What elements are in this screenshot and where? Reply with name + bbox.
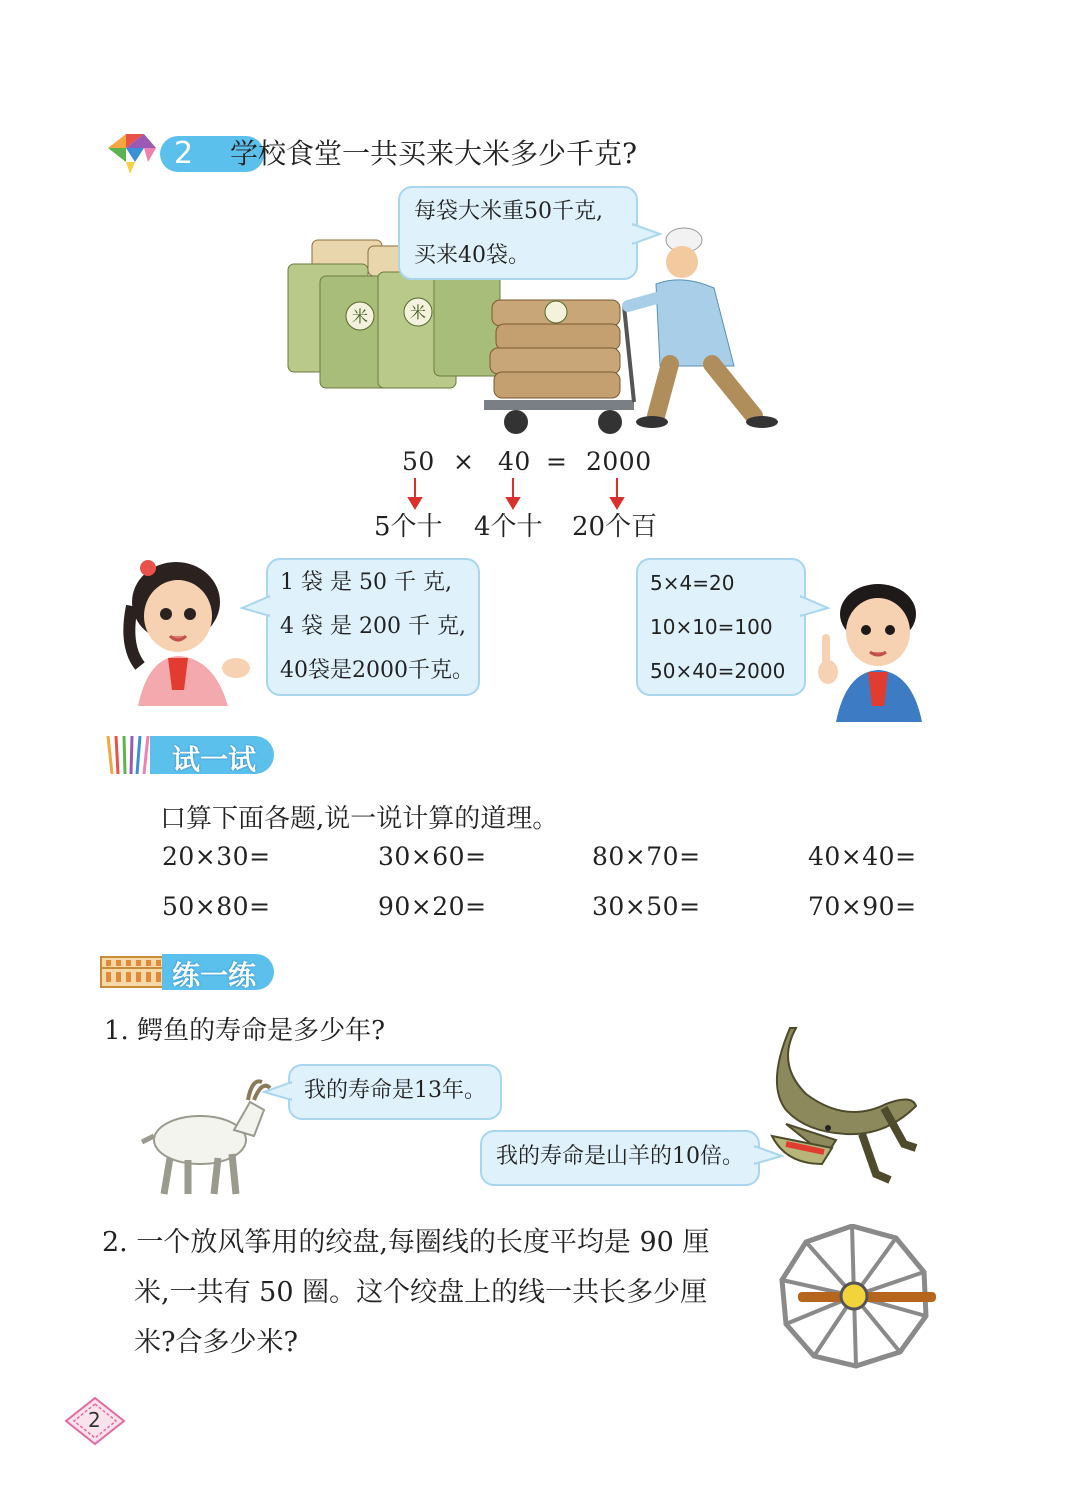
try-problem: 70×90= [808,892,917,921]
boy-bubble-line-2: 10×10=100 [650,615,773,639]
example-question: 学校食堂一共买来大米多少千克? [230,137,638,170]
practice-question-2 [102,1220,752,1370]
try-problem: 30×50= [592,892,701,921]
try-problems-row-2 [160,892,940,926]
practice-section-title: 练一练 [172,959,257,992]
boy-bubble-line-3: 50×40=2000 [650,659,786,683]
svg-text:米: 米 [409,303,427,322]
practice-question-1: 1. 鳄鱼的寿命是多少年? [104,1016,386,1046]
meaning-a: 5个十 [374,512,443,542]
page-number: 2 [88,1408,101,1432]
chef-bubble-tail [632,222,662,248]
try-instruction: 口算下面各题,说一说计算的道理。 [160,804,559,834]
crocodile-bubble-text: 我的寿命是山羊的10倍。 [496,1144,744,1169]
tangram-icon [104,132,162,176]
girl-bubble-line-3: 40袋是2000千克。 [280,658,474,683]
try-problem: 40×40= [808,842,917,871]
q2-line-2: 米,一共有 50 圈。这个绞盘上的线一共长多少厘 [134,1277,708,1308]
girl-bubble-line-2: 4 袋 是 200 千 克, [280,614,466,639]
girl-bubble-line-1: 1 袋 是 50 千 克, [280,570,452,595]
goat-bubble-tail [262,1080,292,1104]
girl-illustration [118,556,268,706]
practice-banner-pill [162,954,274,990]
chef-bubble-line-1: 每袋大米重50千克, [414,199,603,224]
equation-result: 2000 [586,447,652,476]
chef-bubble-line-2: 买来40袋。 [414,243,530,268]
page-number-badge [62,1396,128,1446]
kite-reel-illustration [778,1224,944,1370]
try-problem: 30×60= [378,842,487,871]
q2-line-1: 2. 一个放风筝用的绞盘,每圈线的长度平均是 90 厘 [102,1227,710,1258]
equation-equals: = [546,447,568,476]
girl-speech-bubble [266,558,480,696]
chef-figure [628,228,778,428]
example-header [104,128,644,178]
equation-meaning-row [374,506,674,542]
crocodile-speech-bubble [480,1130,760,1186]
example-number: 2 [174,136,194,171]
goat-bubble-text: 我的寿命是13年。 [304,1078,486,1103]
try-banner [104,734,274,776]
equation-factor-b: 40 [498,447,531,476]
q2-line-3: 米?合多少米? [134,1327,298,1358]
boy-bubble-line-1: 5×4=20 [650,571,735,595]
svg-text:米: 米 [351,307,369,326]
equation-times: × [453,447,475,476]
try-section-title: 试一试 [172,743,257,776]
crocodile-illustration [766,1024,922,1192]
girl-bubble-tail [240,594,270,620]
meaning-b: 4个十 [474,512,543,542]
try-problem: 90×20= [378,892,487,921]
meaning-result: 20个百 [572,512,658,542]
goat-speech-bubble [288,1064,502,1120]
boy-speech-bubble [636,558,806,696]
equation-factor-a: 50 [402,447,435,476]
try-problem: 20×30= [162,842,271,871]
practice-banner [100,952,274,992]
cart [484,300,634,434]
goat-illustration [138,1070,278,1198]
try-problem: 50×80= [162,892,271,921]
try-banner-pill [150,736,274,774]
try-problem: 80×70= [592,842,701,871]
chef-speech-bubble [398,186,638,280]
boy-illustration [812,580,942,722]
abacus-icon [100,956,166,988]
try-problems-row-1 [160,842,940,876]
